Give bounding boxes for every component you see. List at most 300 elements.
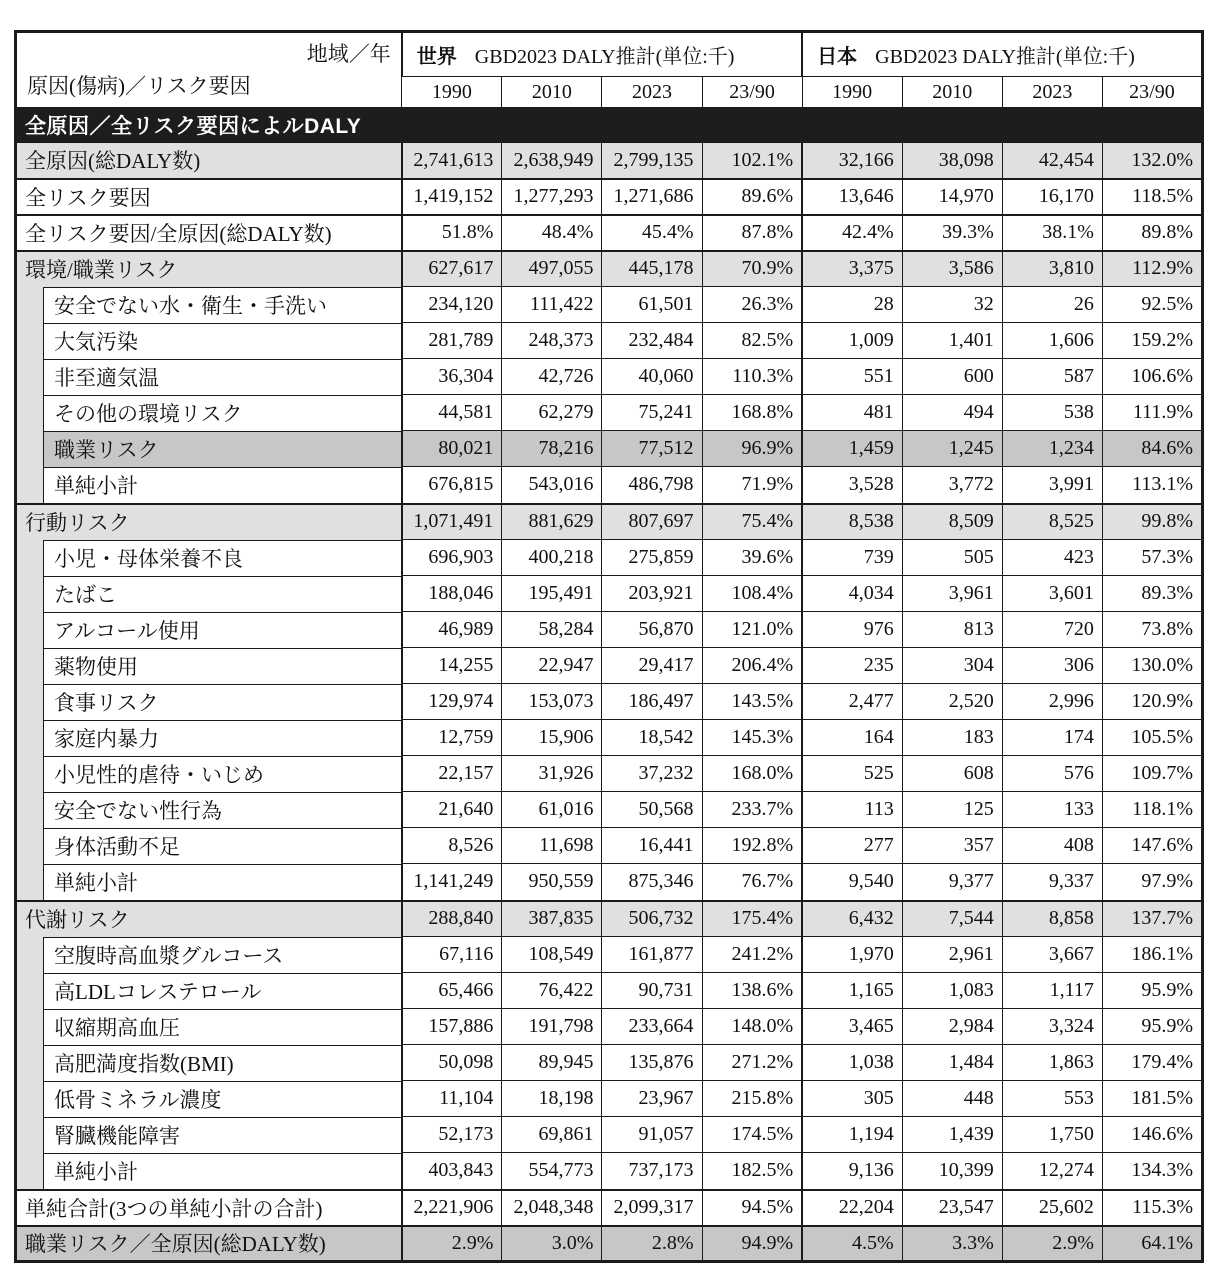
cell: 181.5% [1102,1081,1202,1117]
table-row [16,1045,1203,1081]
cell: 1,141,249 [402,864,502,901]
indent-gutter [17,1045,43,1081]
cell: 50,098 [402,1045,502,1081]
cell: 137.7% [1102,901,1202,937]
cell: 183 [902,720,1002,756]
cell: 168.8% [702,395,802,431]
cell: 37,232 [602,756,702,792]
cell: 62,279 [502,395,602,431]
table-row [16,504,1203,540]
row-label-text: 家庭内暴力 [43,720,401,756]
cell: 89.8% [1102,215,1202,251]
cell: 102.1% [702,143,802,179]
cell: 16,170 [1002,179,1102,215]
row-label: 行動リスク [16,504,402,540]
cell: 696,903 [402,540,502,576]
cell: 115.3% [1102,1190,1202,1226]
cell: 486,798 [602,467,702,504]
cell: 46,989 [402,612,502,648]
table-row [16,287,1203,323]
row-label-text: 身体活動不足 [43,828,401,864]
cell: 3.0% [502,1226,602,1262]
cell: 32,166 [802,143,902,179]
cell: 21,640 [402,792,502,828]
cell: 143.5% [702,684,802,720]
row-label-text: 高肥満度指数(BMI) [43,1045,401,1081]
indent-gutter [17,1153,43,1189]
table-row [16,720,1203,756]
row-label: 職業リスク／全原因(総DALY数) [16,1226,402,1262]
cell: 13,646 [802,179,902,215]
row-label [16,720,402,756]
cell: 174 [1002,720,1102,756]
cell: 2,741,613 [402,143,502,179]
indent-gutter [17,467,43,503]
cell: 600 [902,359,1002,395]
cell: 84.6% [1102,431,1202,467]
row-label [16,648,402,684]
corner-label-cause-risk: 原因(傷病)／リスク要因 [27,74,251,98]
cell: 9,337 [1002,864,1102,901]
header-row-regions [16,32,1203,77]
row-label [16,1117,402,1153]
cell: 186.1% [1102,937,1202,973]
cell: 277 [802,828,902,864]
cell: 42.4% [802,215,902,251]
cell: 3,772 [902,467,1002,504]
cell: 8,509 [902,504,1002,540]
cell: 400,218 [502,540,602,576]
year-header: 2023 [602,77,702,108]
cell: 148.0% [702,1009,802,1045]
cell: 91,057 [602,1117,702,1153]
cell: 23,547 [902,1190,1002,1226]
cell: 179.4% [1102,1045,1202,1081]
cell: 95.9% [1102,1009,1202,1045]
corner-label-region-year: 地域／年 [306,42,391,66]
cell: 3,324 [1002,1009,1102,1045]
cell: 3.3% [902,1226,1002,1262]
cell: 15,906 [502,720,602,756]
cell: 70.9% [702,251,802,287]
cell: 36,304 [402,359,502,395]
cell: 1,439 [902,1117,1002,1153]
cell: 506,732 [602,901,702,937]
row-label-text: 単純小計 [43,1153,401,1189]
cell: 505 [902,540,1002,576]
cell: 241.2% [702,937,802,973]
cell: 950,559 [502,864,602,901]
cell: 1,970 [802,937,902,973]
cell: 121.0% [702,612,802,648]
year-header: 1990 [802,77,902,108]
cell: 147.6% [1102,828,1202,864]
table-row [16,395,1203,431]
row-label [16,1045,402,1081]
row-label: 全原因(総DALY数) [16,143,402,179]
table-row [16,467,1203,504]
cell: 38.1% [1002,215,1102,251]
row-label [16,864,402,901]
daly-table [14,30,1204,1263]
year-header: 23/90 [1102,77,1202,108]
cell: 11,104 [402,1081,502,1117]
row-label-text: 小児・母体栄養不良 [43,540,401,576]
cell: 275,859 [602,540,702,576]
cell: 1,277,293 [502,179,602,215]
cell: 90,731 [602,973,702,1009]
row-label-text: 高LDLコレステロール [43,973,401,1009]
cell: 2,638,949 [502,143,602,179]
cell: 1,401 [902,323,1002,359]
cell: 1,083 [902,973,1002,1009]
row-label-text: たばこ [43,576,401,612]
cell: 97.9% [1102,864,1202,901]
cell: 3,810 [1002,251,1102,287]
cell: 58,284 [502,612,602,648]
corner-header-cell [16,32,402,108]
cell: 2,099,317 [602,1190,702,1226]
cell: 875,346 [602,864,702,901]
cell: 92.5% [1102,287,1202,323]
cell: 76,422 [502,973,602,1009]
cell: 2,961 [902,937,1002,973]
cell: 89.6% [702,179,802,215]
cell: 408 [1002,828,1102,864]
table-row [16,864,1203,901]
cell: 234,120 [402,287,502,323]
cell: 2.8% [602,1226,702,1262]
cell: 3,961 [902,576,1002,612]
cell: 304 [902,648,1002,684]
cell: 105.5% [1102,720,1202,756]
cell: 138.6% [702,973,802,1009]
row-label-text: 小児性的虐待・いじめ [43,756,401,792]
cell: 44,581 [402,395,502,431]
indent-gutter [17,431,43,467]
cell: 18,542 [602,720,702,756]
cell: 206.4% [702,648,802,684]
indent-gutter [17,937,43,973]
cell: 195,491 [502,576,602,612]
cell: 25,602 [1002,1190,1102,1226]
cell: 42,454 [1002,143,1102,179]
cell: 157,886 [402,1009,502,1045]
row-label [16,756,402,792]
table-row [16,1226,1203,1262]
cell: 2,520 [902,684,1002,720]
indent-gutter [17,323,43,359]
table-row [16,359,1203,395]
table-row [16,684,1203,720]
cell: 1,194 [802,1117,902,1153]
indent-gutter [17,973,43,1009]
region-subtitle-japan: GBD2023 DALY推計(単位:千) [875,46,1135,69]
cell: 305 [802,1081,902,1117]
cell: 22,947 [502,648,602,684]
row-label [16,1081,402,1117]
table-row [16,1081,1203,1117]
row-label: 単純合計(3つの単純小計の合計) [16,1190,402,1226]
cell: 23,967 [602,1081,702,1117]
cell: 233,664 [602,1009,702,1045]
indent-gutter [17,540,43,576]
table-row [16,1190,1203,1226]
cell: 48.4% [502,215,602,251]
section-banner-label: 全原因／全リスク要因によルDALY [16,108,1203,143]
table-row [16,251,1203,287]
table-row [16,215,1203,251]
indent-gutter [17,1117,43,1153]
indent-gutter [17,684,43,720]
row-label-text: 職業リスク [43,431,401,467]
section-banner-row [16,108,1203,143]
row-label [16,828,402,864]
cell: 96.9% [702,431,802,467]
cell: 146.6% [1102,1117,1202,1153]
cell: 1,071,491 [402,504,502,540]
cell: 39.3% [902,215,1002,251]
row-label [16,323,402,359]
cell: 186,497 [602,684,702,720]
cell: 1,117 [1002,973,1102,1009]
table-row [16,1153,1203,1190]
cell: 11,698 [502,828,602,864]
row-label-text: 収縮期高血圧 [43,1009,401,1045]
region-subtitle-world: GBD2023 DALY推計(単位:千) [474,46,735,69]
region-name-world: 世界 [416,46,457,69]
cell: 75.4% [702,504,802,540]
table-row [16,828,1203,864]
table-row [16,143,1203,179]
row-label-text: 単純小計 [43,467,401,503]
cell: 203,921 [602,576,702,612]
table-row [16,612,1203,648]
cell: 118.1% [1102,792,1202,828]
cell: 159.2% [1102,323,1202,359]
cell: 175.4% [702,901,802,937]
cell: 64.1% [1102,1226,1202,1262]
row-label [16,287,402,323]
indent-gutter [17,612,43,648]
cell: 153,073 [502,684,602,720]
cell: 248,373 [502,323,602,359]
cell: 2,221,906 [402,1190,502,1226]
cell: 3,601 [1002,576,1102,612]
indent-gutter [17,359,43,395]
cell: 8,858 [1002,901,1102,937]
cell: 9,377 [902,864,1002,901]
daly-table-container [14,30,1204,1263]
cell: 89.3% [1102,576,1202,612]
cell: 2,477 [802,684,902,720]
row-label-text: 非至適気温 [43,359,401,395]
row-label: 代謝リスク [16,901,402,937]
cell: 61,501 [602,287,702,323]
row-label [16,792,402,828]
cell: 28 [802,287,902,323]
cell: 16,441 [602,828,702,864]
cell: 543,016 [502,467,602,504]
row-label-text: 低骨ミネラル濃度 [43,1081,401,1117]
cell: 191,798 [502,1009,602,1045]
region-header-japan [802,32,1202,77]
cell: 52,173 [402,1117,502,1153]
cell: 1,271,686 [602,179,702,215]
cell: 881,629 [502,504,602,540]
cell: 2,799,135 [602,143,702,179]
cell: 481 [802,395,902,431]
row-label [16,576,402,612]
cell: 2,984 [902,1009,1002,1045]
cell: 3,375 [802,251,902,287]
cell: 109.7% [1102,756,1202,792]
cell: 551 [802,359,902,395]
cell: 403,843 [402,1153,502,1190]
cell: 306 [1002,648,1102,684]
row-label: 環境/職業リスク [16,251,402,287]
row-label-text: 大気汚染 [43,323,401,359]
cell: 627,617 [402,251,502,287]
cell: 39.6% [702,540,802,576]
cell: 3,586 [902,251,1002,287]
cell: 82.5% [702,323,802,359]
row-label [16,973,402,1009]
table-row [16,1117,1203,1153]
row-label: 全リスク要因/全原因(総DALY数) [16,215,402,251]
cell: 1,484 [902,1045,1002,1081]
cell: 135,876 [602,1045,702,1081]
cell: 4.5% [802,1226,902,1262]
row-label-text: 安全でない性行為 [43,792,401,828]
row-label [16,359,402,395]
cell: 807,697 [602,504,702,540]
cell: 40,060 [602,359,702,395]
cell: 12,274 [1002,1153,1102,1190]
cell: 1,863 [1002,1045,1102,1081]
cell: 67,116 [402,937,502,973]
cell: 737,173 [602,1153,702,1190]
cell: 61,016 [502,792,602,828]
cell: 87.8% [702,215,802,251]
table-row [16,973,1203,1009]
cell: 608 [902,756,1002,792]
cell: 45.4% [602,215,702,251]
cell: 3,667 [1002,937,1102,973]
cell: 14,970 [902,179,1002,215]
row-label-text: 安全でない水・衛生・手洗い [43,287,401,323]
cell: 76.7% [702,864,802,901]
cell: 99.8% [1102,504,1202,540]
cell: 720 [1002,612,1102,648]
cell: 80,021 [402,431,502,467]
indent-gutter [17,828,43,864]
cell: 132.0% [1102,143,1202,179]
cell: 106.6% [1102,359,1202,395]
cell: 73.8% [1102,612,1202,648]
cell: 6,432 [802,901,902,937]
row-label-text: その他の環境リスク [43,395,401,431]
cell: 8,525 [1002,504,1102,540]
cell: 113.1% [1102,467,1202,504]
cell: 188,046 [402,576,502,612]
cell: 22,157 [402,756,502,792]
indent-gutter [17,720,43,756]
cell: 4,034 [802,576,902,612]
table-row [16,179,1203,215]
cell: 576 [1002,756,1102,792]
row-label [16,1153,402,1190]
table-row [16,792,1203,828]
row-label-text: アルコール使用 [43,612,401,648]
cell: 22,204 [802,1190,902,1226]
cell: 288,840 [402,901,502,937]
cell: 145.3% [702,720,802,756]
year-header: 23/90 [702,77,802,108]
cell: 113 [802,792,902,828]
row-label-text: 腎臓機能障害 [43,1117,401,1153]
cell: 676,815 [402,467,502,504]
cell: 57.3% [1102,540,1202,576]
cell: 133 [1002,792,1102,828]
cell: 1,038 [802,1045,902,1081]
cell: 26 [1002,287,1102,323]
cell: 7,544 [902,901,1002,937]
indent-gutter [17,1009,43,1045]
cell: 174.5% [702,1117,802,1153]
indent-gutter [17,756,43,792]
year-header: 1990 [402,77,502,108]
row-label-text: 単純小計 [43,864,401,900]
cell: 3,465 [802,1009,902,1045]
cell: 739 [802,540,902,576]
row-label-text: 空腹時高血漿グルコース [43,937,401,973]
cell: 32 [902,287,1002,323]
cell: 94.9% [702,1226,802,1262]
table-row [16,901,1203,937]
cell: 108.4% [702,576,802,612]
indent-gutter [17,576,43,612]
row-label: 全リスク要因 [16,179,402,215]
row-label [16,540,402,576]
indent-gutter [17,1081,43,1117]
cell: 134.3% [1102,1153,1202,1190]
cell: 1,419,152 [402,179,502,215]
cell: 494 [902,395,1002,431]
table-row [16,1009,1203,1045]
cell: 125 [902,792,1002,828]
cell: 1,009 [802,323,902,359]
cell: 448 [902,1081,1002,1117]
cell: 423 [1002,540,1102,576]
cell: 387,835 [502,901,602,937]
cell: 111,422 [502,287,602,323]
cell: 51.8% [402,215,502,251]
cell: 18,198 [502,1081,602,1117]
cell: 8,526 [402,828,502,864]
cell: 587 [1002,359,1102,395]
cell: 2.9% [1002,1226,1102,1262]
cell: 75,241 [602,395,702,431]
cell: 69,861 [502,1117,602,1153]
cell: 1,606 [1002,323,1102,359]
cell: 161,877 [602,937,702,973]
cell: 9,540 [802,864,902,901]
table-row [16,756,1203,792]
cell: 281,789 [402,323,502,359]
cell: 10,399 [902,1153,1002,1190]
cell: 1,459 [802,431,902,467]
